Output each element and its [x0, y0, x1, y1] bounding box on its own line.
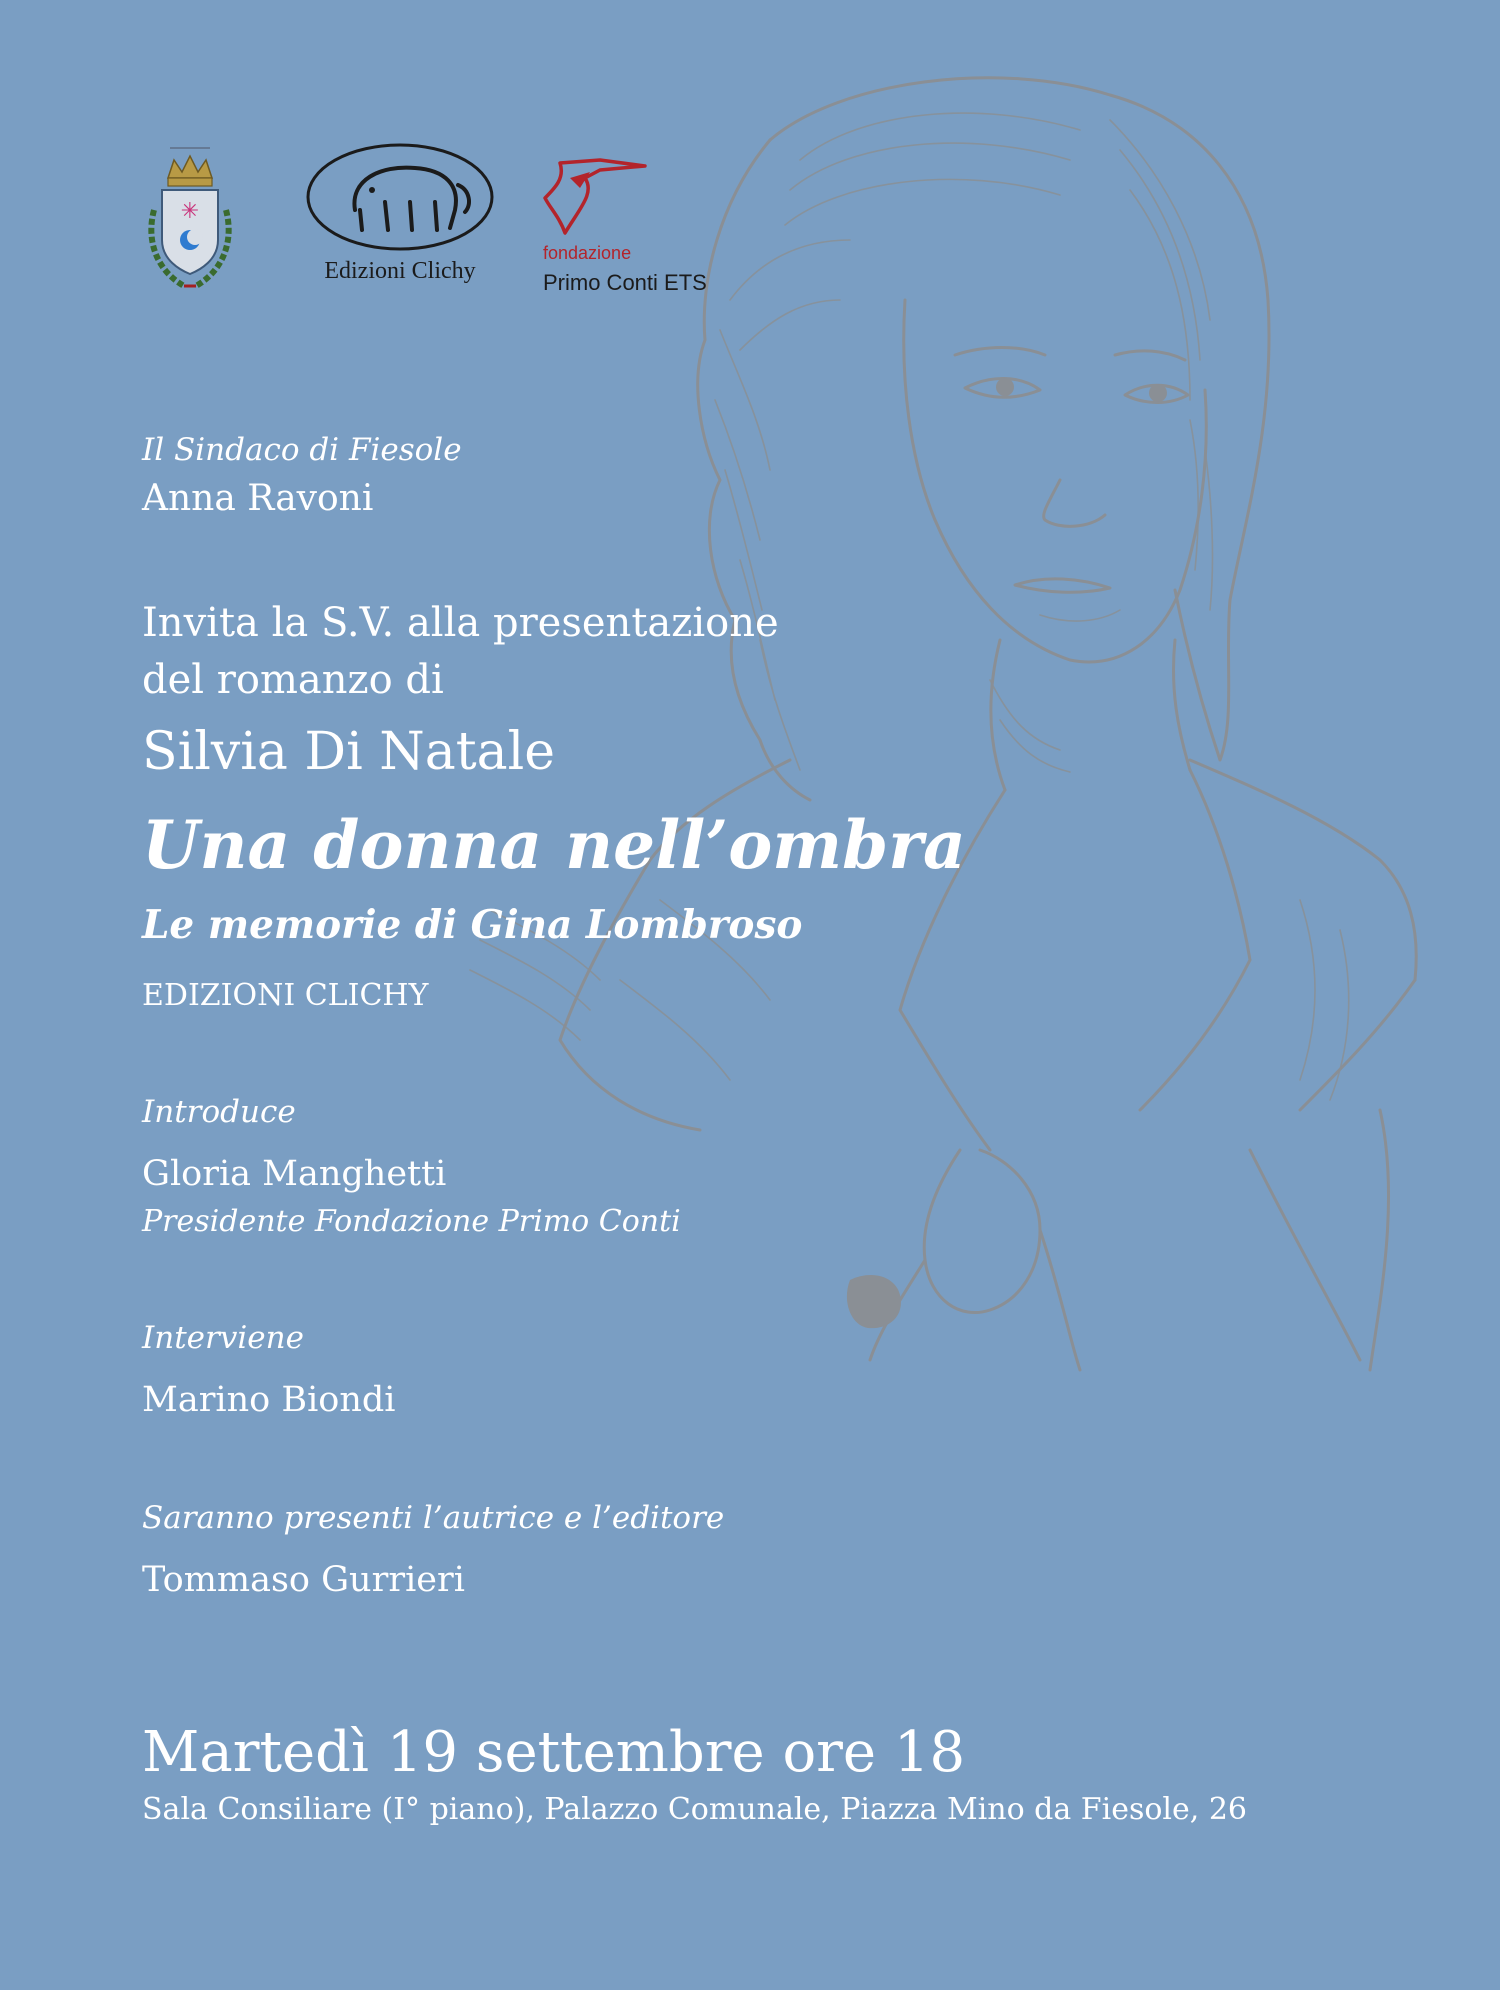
- knot: [924, 1150, 1040, 1313]
- interviene-name: Marino Biondi: [142, 1380, 396, 1420]
- fiesole-crest-icon: [140, 140, 240, 295]
- left-pupil: [996, 378, 1014, 396]
- book-title: Una donna nell’ombra: [142, 806, 966, 884]
- blouse-right-edge: [1300, 980, 1415, 1370]
- introduce-role: Presidente Fondazione Primo Conti: [142, 1204, 681, 1239]
- invite-line-2: del romanzo di: [142, 657, 444, 703]
- clichy-logo-name: Edizioni Clichy: [324, 258, 476, 284]
- hair-strands-3: [730, 240, 1212, 610]
- event-venue: Sala Consiliare (I° piano), Palazzo Comunale, Piazza Mino da Fiesole, 26: [142, 1792, 1248, 1827]
- right-brow: [1115, 351, 1185, 360]
- host-name: Anna Ravoni: [142, 478, 374, 519]
- sponsor-logos: [140, 140, 760, 300]
- event-date: Martedì 19 settembre ore 18: [142, 1720, 966, 1785]
- tie-ends: [870, 1230, 1080, 1370]
- author-name: Silvia Di Natale: [142, 722, 556, 782]
- elephant-icon: [300, 140, 500, 255]
- hair-outline: [770, 78, 1269, 760]
- conti-logo-kicker: fondazione: [543, 243, 632, 263]
- collar-right: [1140, 770, 1250, 1110]
- right-pupil: [1149, 384, 1167, 402]
- introduce-label: Introduce: [142, 1094, 296, 1130]
- nose: [1044, 480, 1105, 526]
- mouth: [1015, 579, 1110, 592]
- neck-right: [1173, 640, 1190, 770]
- neck-shading: [990, 680, 1070, 772]
- book-subtitle: Le memorie di Gina Lombroso: [142, 902, 803, 948]
- face-outline: [904, 300, 1207, 662]
- presenti-label: Saranno presenti l’autrice e l’editore: [142, 1500, 725, 1536]
- svg-text:✳: ✳: [180, 199, 200, 224]
- neck-left: [991, 640, 1005, 790]
- chin: [1040, 610, 1120, 621]
- host-role: Il Sindaco di Fiesole: [142, 432, 462, 468]
- lower-right-hem: [1250, 1150, 1360, 1360]
- presenti-name: Tommaso Gurrieri: [142, 1560, 465, 1600]
- interviene-label: Interviene: [142, 1320, 304, 1356]
- brooch: [847, 1275, 901, 1328]
- fondazione-conti-logo: [540, 148, 760, 298]
- right-shoulder: [1190, 760, 1416, 980]
- publisher: EDIZIONI CLICHY: [142, 978, 429, 1013]
- clichy-logo: [300, 140, 500, 295]
- bird-icon: [540, 148, 650, 243]
- invite-line-1: Invita la S.V. alla presentazione: [142, 600, 779, 646]
- conti-logo-name: Primo Conti ETS: [543, 270, 707, 295]
- hair-strands-2: [715, 330, 800, 770]
- left-brow: [955, 348, 1045, 356]
- introduce-name: Gloria Manghetti: [142, 1154, 447, 1194]
- hair-strands-1: [785, 113, 1210, 400]
